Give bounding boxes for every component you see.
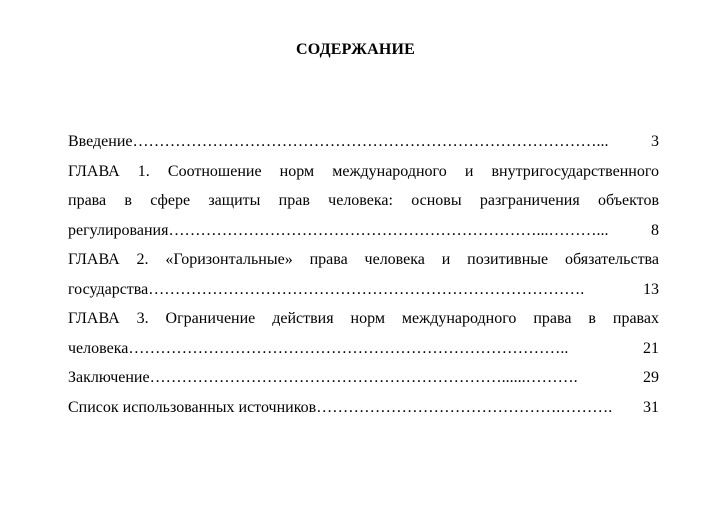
toc-entry-last-line <box>68 334 659 364</box>
toc-page-number: 13 <box>643 280 659 298</box>
toc-entry-last-line <box>68 275 659 305</box>
toc-entry-conclusion <box>68 363 659 393</box>
toc-leader-dots: ……………………………………………………………………….. <box>128 339 569 357</box>
toc-entry-references <box>68 393 659 423</box>
toc-entry-title: Введение <box>68 133 133 150</box>
toc-page-number: 29 <box>643 369 659 386</box>
toc-leader-dots: …………………………………………………………......………. <box>149 369 578 386</box>
toc-leader-dots: ………………………………………………………………………. <box>148 280 585 298</box>
toc-entry-last-line <box>68 216 659 246</box>
toc-entry-introduction <box>68 127 659 157</box>
document-title: СОДЕРЖАНИЕ <box>295 41 416 58</box>
table-of-contents <box>68 127 659 422</box>
toc-entry-title-line: ГЛАВА 1. Соотношение норм международного и внутригосударственного <box>68 162 659 180</box>
toc-page-number: 21 <box>643 339 659 357</box>
toc-entry-title-line: права в сфере защиты прав человека: основы разграничения объектов <box>68 192 659 209</box>
toc-entry-chapter-2 <box>68 245 659 304</box>
toc-page-number: 8 <box>651 221 659 239</box>
toc-page-number: 3 <box>651 133 659 150</box>
toc-entry-title: регулирования <box>68 221 169 239</box>
toc-leader-dots: ……………………………………………………………………………... <box>132 133 609 150</box>
toc-entry-title-line: ГЛАВА 3. Ограничение действия норм международного права в правах <box>68 310 659 327</box>
toc-entry-title: Список использованных источников <box>68 398 317 416</box>
toc-leader-dots: ……………………………………………………………...………... <box>168 221 609 239</box>
toc-page-number: 31 <box>643 398 659 416</box>
toc-leader-dots: ……………………………………….………. <box>316 398 613 416</box>
toc-entry-title-line: ГЛАВА 2. «Горизонтальные» права человека и позитивные обязательства <box>68 251 659 268</box>
toc-entry-chapter-1 <box>68 157 659 246</box>
toc-entry-title: государства <box>68 280 149 298</box>
toc-entry-title: человека <box>68 339 129 357</box>
toc-entry-chapter-3 <box>68 304 659 363</box>
toc-entry-title: Заключение <box>68 369 150 386</box>
